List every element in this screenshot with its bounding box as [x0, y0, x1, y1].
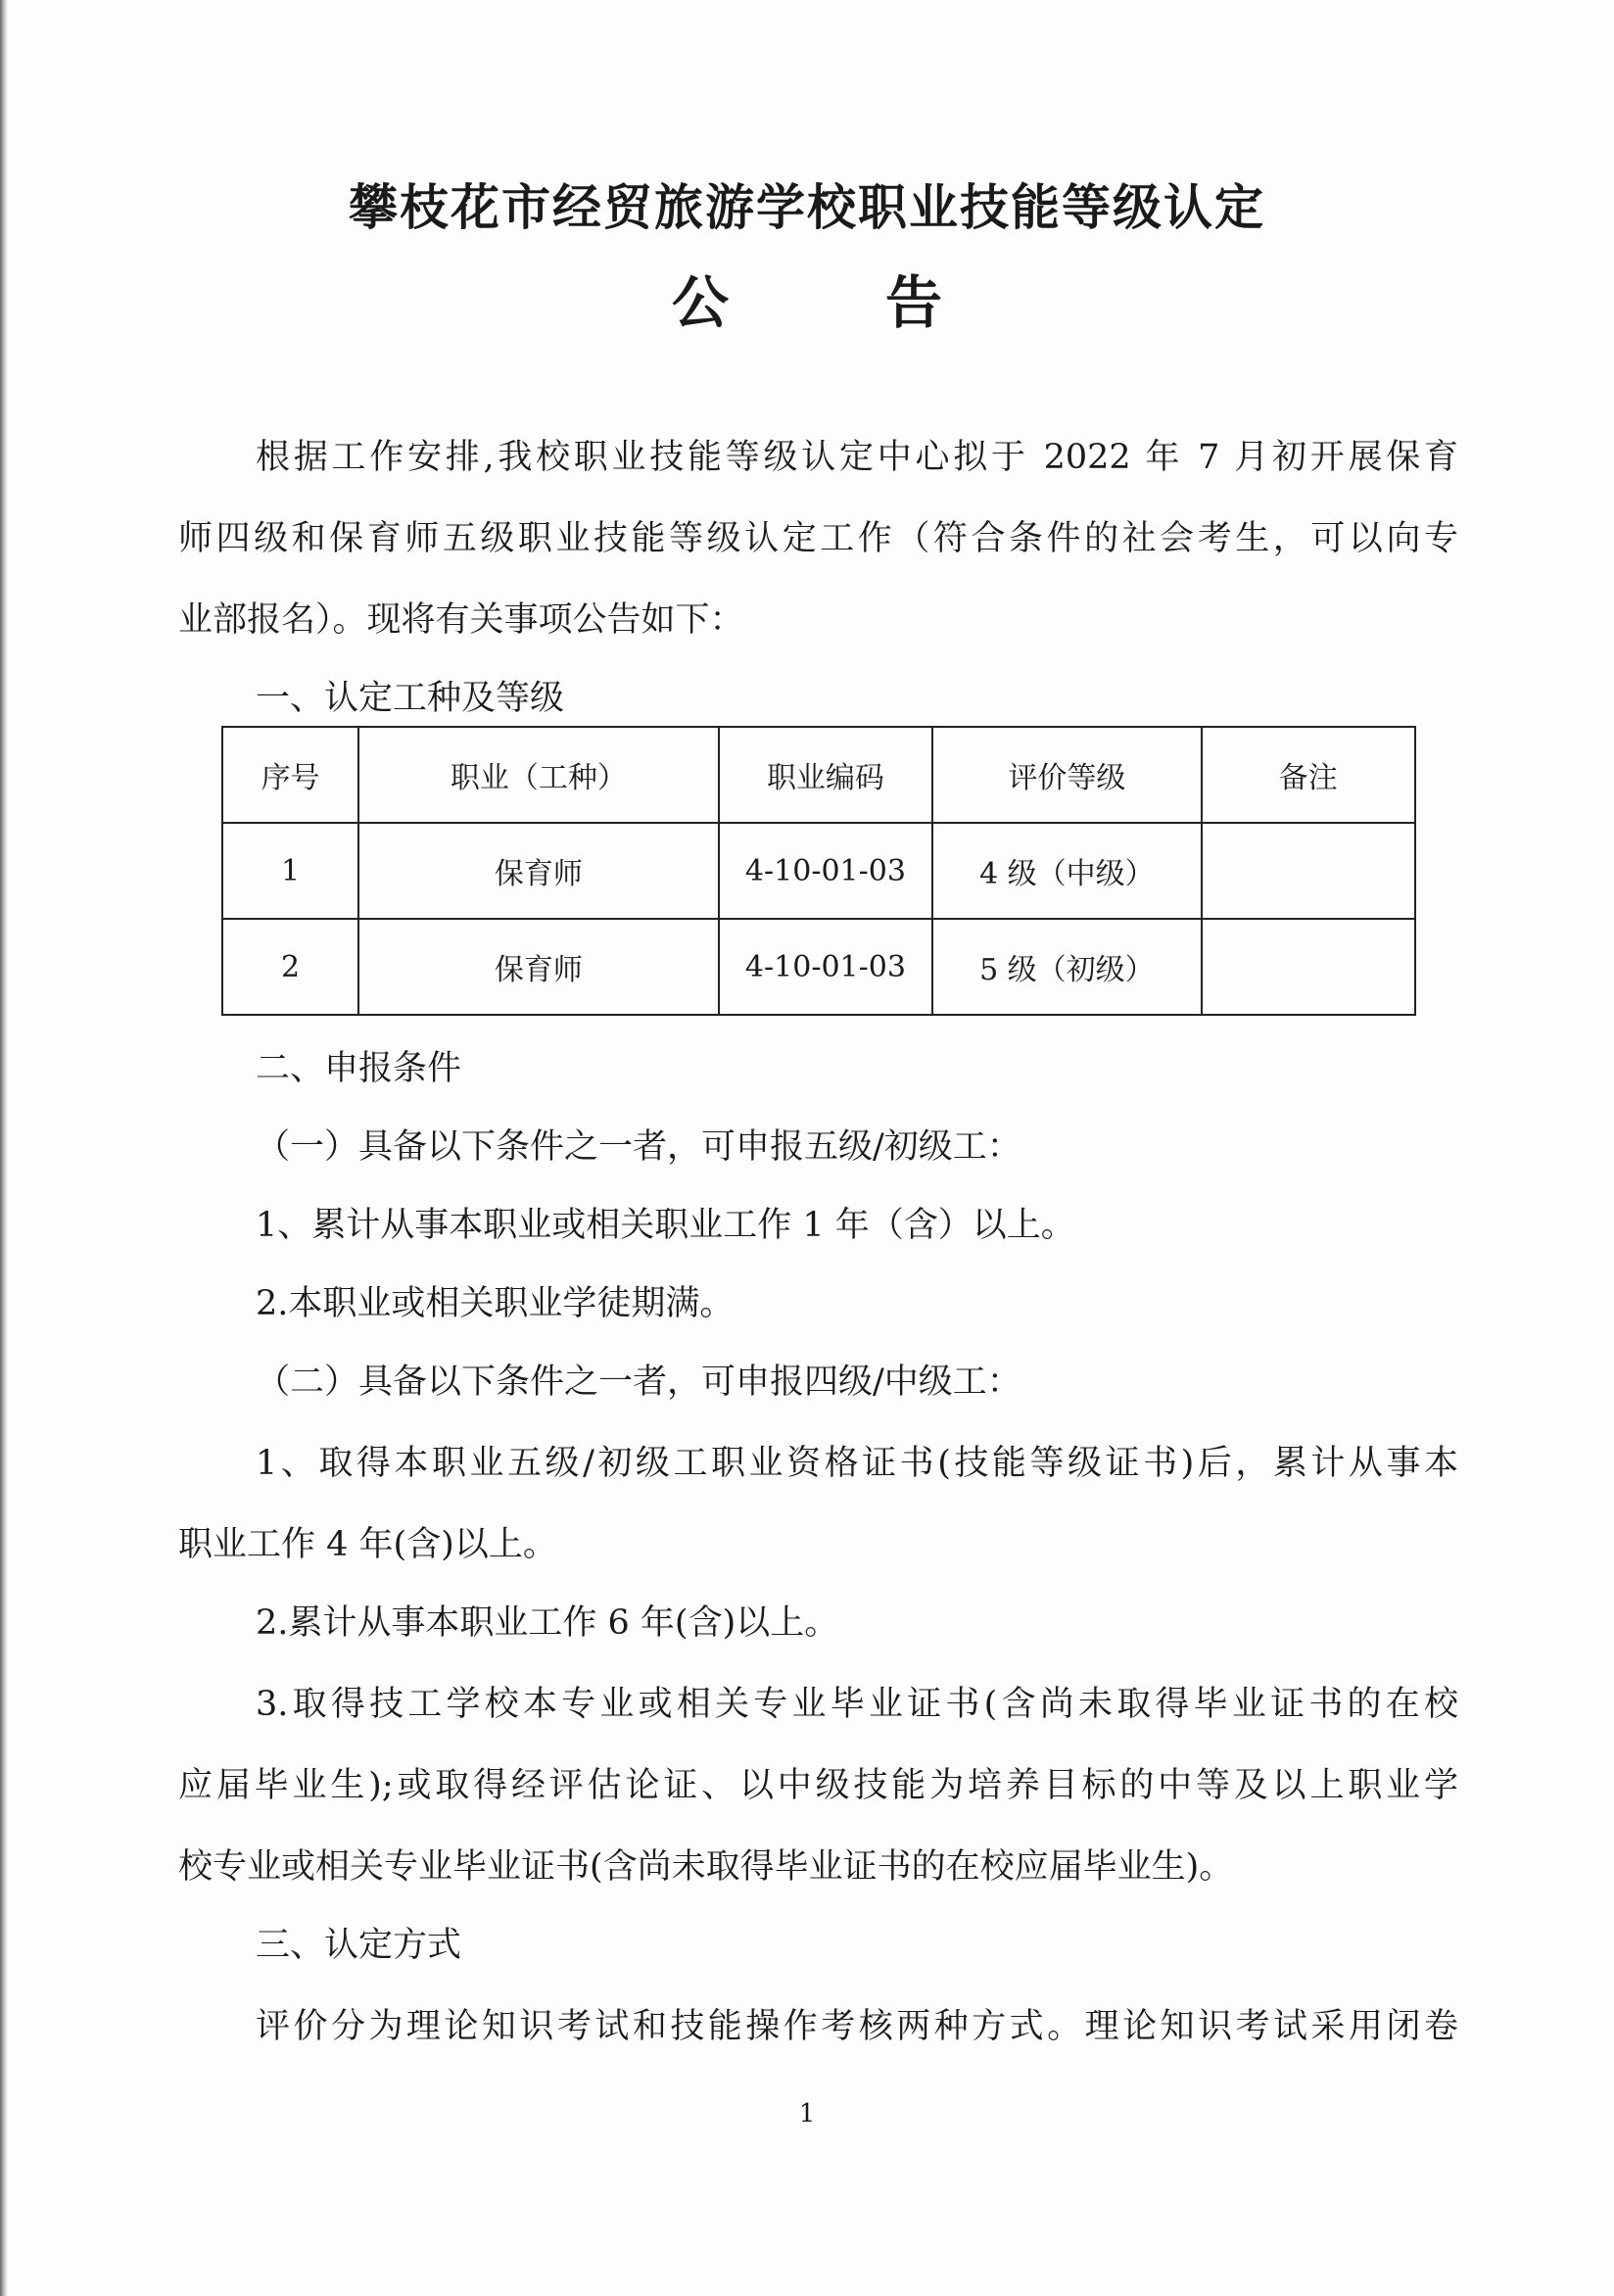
sub2-item-1b: 职业工作 4 年(含)以上。 — [178, 1525, 557, 1564]
page-number: 1 — [798, 2099, 816, 2129]
table-cell: 4-10-01-03 — [719, 919, 933, 1015]
table-cell: 保育师 — [358, 823, 719, 919]
table-header-row — [222, 727, 1415, 823]
table-row — [222, 823, 1415, 919]
table-cell: 2 — [222, 919, 358, 1015]
table-cell: 4-10-01-03 — [719, 823, 933, 919]
sub2-item-3a: 3.取得技工学校本专业或相关专业毕业证书(含尚未取得毕业证书的在校 — [256, 1685, 1458, 1724]
intro-line-2: 师四级和保育师五级职业技能等级认定工作（符合条件的社会考生，可以向专 — [178, 519, 1458, 558]
table-cell: 1 — [222, 823, 358, 919]
scan-edge-shadow — [0, 0, 8, 2296]
sub1-heading: （一）具备以下条件之一者，可申报五级/初级工： — [256, 1127, 1021, 1167]
table-cell — [1202, 919, 1415, 1015]
sub1-item-2: 2.本职业或相关职业学徒期满。 — [256, 1284, 735, 1323]
table-row — [222, 919, 1415, 1015]
document-title: 攀枝花市经贸旅游学校职业技能等级认定 — [349, 179, 1265, 236]
table-cell: 保育师 — [358, 919, 719, 1015]
document-subtitle: 公告 — [671, 269, 1099, 336]
table-cell: 4 级（中级） — [932, 823, 1201, 919]
section2-heading: 二、申报条件 — [256, 1049, 462, 1088]
table-header-cell: 备注 — [1202, 727, 1415, 823]
sub2-item-3b: 应届毕业生);或取得经评估论证、以中级技能为培养目标的中等及以上职业学 — [178, 1766, 1458, 1805]
table-cell — [1202, 823, 1415, 919]
table-header-cell: 评价等级 — [932, 727, 1201, 823]
sub2-item-3c: 校专业或相关专业毕业证书(含尚未取得毕业证书的在校应届毕业生)。 — [178, 1847, 1234, 1887]
section1-heading: 一、认定工种及等级 — [256, 679, 565, 718]
section3-heading: 三、认定方式 — [256, 1926, 462, 1965]
sub1-item-1: 1、累计从事本职业或相关职业工作 1 年（含）以上。 — [256, 1206, 1075, 1245]
table-header-cell: 职业编码 — [719, 727, 933, 823]
intro-line-3: 业部报名）。现将有关事项公告如下： — [178, 600, 744, 640]
certification-table — [221, 726, 1416, 1016]
table-header-cell: 职业（工种） — [358, 727, 719, 823]
intro-line-1: 根据工作安排,我校职业技能等级认定中心拟于 2022 年 7 月初开展保育 — [256, 438, 1458, 477]
sub2-heading: （二）具备以下条件之一者，可申报四级/中级工： — [256, 1363, 1021, 1402]
sub2-item-2: 2.累计从事本职业工作 6 年(含)以上。 — [256, 1603, 839, 1643]
table-cell: 5 级（初级） — [932, 919, 1201, 1015]
table-header-cell: 序号 — [222, 727, 358, 823]
sub2-item-1a: 1、取得本职业五级/初级工职业资格证书(技能等级证书)后，累计从事本 — [256, 1444, 1458, 1483]
section3-text: 评价分为理论知识考试和技能操作考核两种方式。理论知识考试采用闭卷 — [256, 2007, 1458, 2046]
